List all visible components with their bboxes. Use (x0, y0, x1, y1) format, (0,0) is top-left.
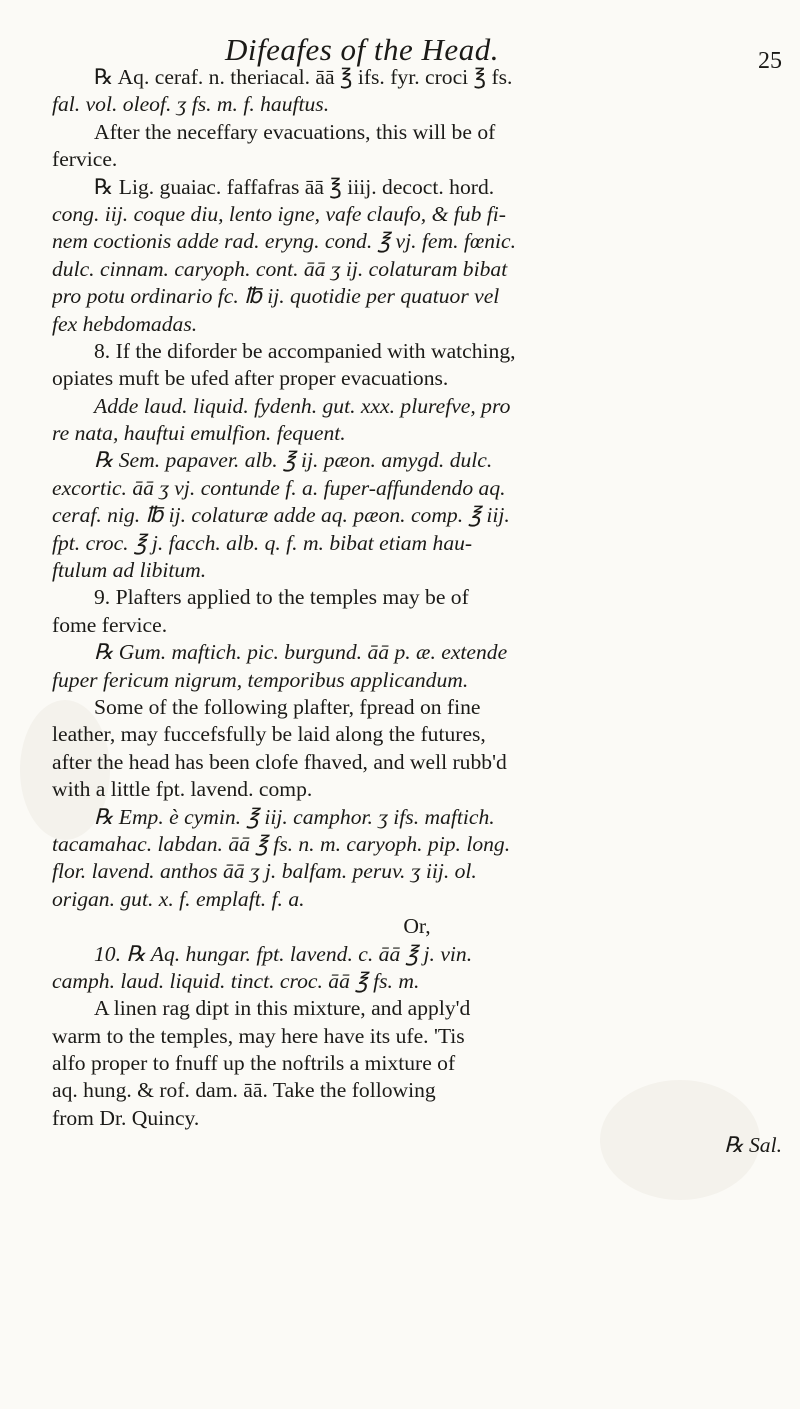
text-line: pro potu ordinario fc. ℔ ij. quotidie per quatuor vel (52, 284, 500, 309)
text-line: dulc. cinnam. caryoph. cont. āā ʒ ij. colaturam bibat (52, 256, 508, 281)
page-number: 25 (758, 48, 782, 74)
running-title: Difeafes of the Head. (225, 32, 499, 67)
text-line: fervice. (52, 147, 118, 172)
text-line: warm to the temples, may here have its ufe. 'Tis (52, 1023, 465, 1048)
text-line: flor. lavend. anthos āā ʒ j. balfam. peruv. ʒ iij. ol. (52, 859, 477, 884)
text-line: camph. laud. liquid. tinct. croc. āā ℥ fs. m. (52, 968, 420, 993)
text-line: fex hebdomadas. (52, 311, 198, 336)
text-line: fuper fericum nigrum, temporibus applicandum. (52, 667, 469, 692)
text-line: from Dr. Quincy. (52, 1105, 200, 1130)
text-line: 9. Plafters applied to the temples may be of (94, 585, 469, 610)
text-line: ℞ Emp. è cymin. ℥ iij. camphor. ʒ ifs. maftich. (94, 804, 495, 829)
text-line: ceraf. nig. ℔ ij. colaturæ adde aq. pæon. comp. ℥ iij. (52, 503, 510, 528)
text-line: Some of the following plafter, fpread on fine (94, 694, 481, 719)
text-line: ℞ Sem. papaver. alb. ℥ ij. pæon. amygd. dulc. (94, 448, 493, 473)
text-line: ℞ Sal. (724, 1133, 782, 1158)
text-line: ℞ Gum. maftich. pic. burgund. āā p. æ. extende (94, 640, 508, 665)
text-line: opiates muft be ufed after proper evacuations. (52, 366, 449, 391)
text-line: ℞ Aq. ceraf. n. theriacal. āā ℥ ifs. fyr. croci ℥ fs. (94, 65, 513, 89)
body-text (52, 64, 782, 1160)
text-line: excortic. āā ʒ vj. contunde f. a. fuper-affundendo aq. (52, 475, 506, 500)
text-line: Or, (403, 914, 431, 939)
text-line: 10. ℞ Aq. hungar. fpt. lavend. c. āā ℥ j. vin. (94, 941, 473, 966)
text-line: 8. If the diforder be accompanied with watching, (94, 338, 516, 363)
text-line: alfo proper to fnuff up the noftrils a mixture of (52, 1051, 456, 1076)
text-line: with a little fpt. lavend. comp. (52, 777, 313, 802)
text-line: leather, may fuccefsfully be laid along the futures, (52, 722, 486, 747)
text-line: A linen rag dipt in this mixture, and apply'd (94, 996, 471, 1021)
text-line: fal. vol. oleof. ʒ fs. m. f. hauftus. (52, 92, 330, 117)
page-header (0, 22, 800, 74)
text-line: ℞ Lig. guaiac. faffafras āā ℥ iiij. decoct. hord. (94, 174, 495, 199)
text-line: ftulum ad libitum. (52, 558, 207, 583)
text-line: tacamahac. labdan. āā ℥ fs. n. m. caryoph. pip. long. (52, 831, 511, 856)
text-line: origan. gut. x. f. emplaft. f. a. (52, 886, 305, 911)
text-line: aq. hung. & rof. dam. āā. Take the following (52, 1078, 436, 1103)
text-line: fome fervice. (52, 612, 168, 637)
text-line: fpt. croc. ℥ j. facch. alb. q. f. m. bibat etiam hau- (52, 530, 473, 555)
text-line: nem coctionis adde rad. eryng. cond. ℥ vj. fem. fœnic. (52, 229, 517, 254)
text-line: after the head has been clofe fhaved, and well rubb'd (52, 749, 507, 774)
text-line: Adde laud. liquid. fydenh. gut. xxx. plurefve, pro (94, 393, 511, 418)
text-line: After the neceffary evacuations, this will be of (94, 119, 496, 144)
text-line: cong. iij. coque diu, lento igne, vafe claufo, & fub fi- (52, 201, 506, 226)
text-line: re nata, hauftui emulfion. fequent. (52, 421, 346, 446)
